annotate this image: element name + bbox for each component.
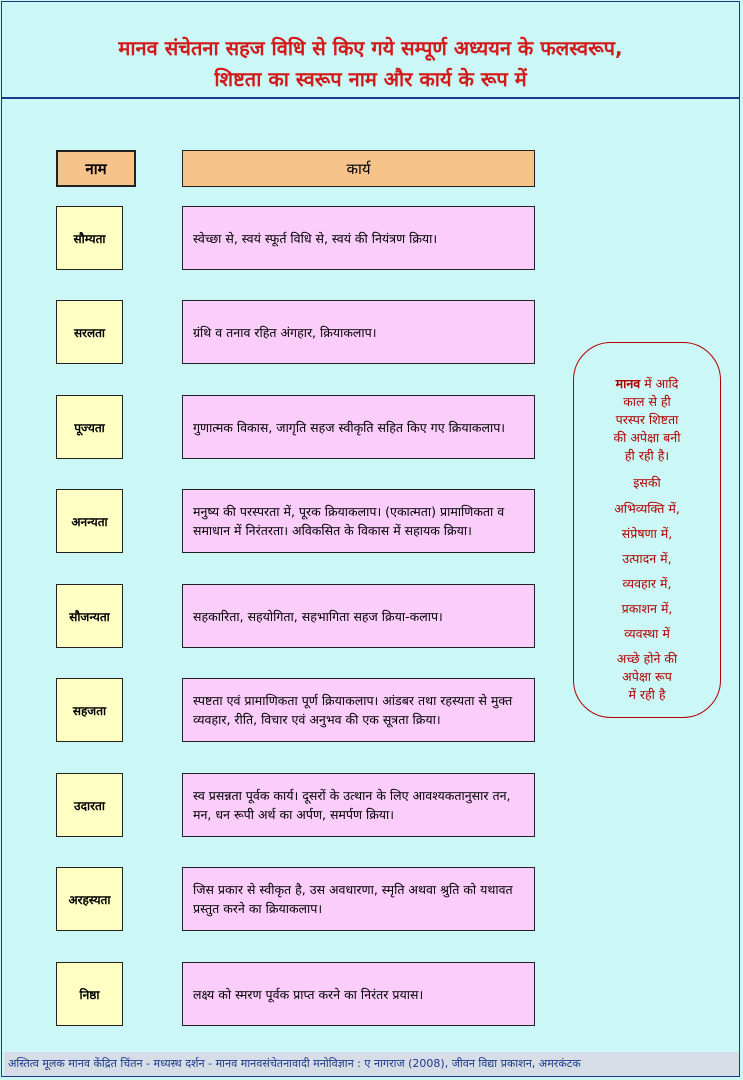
row-name: पूज्यता [56,395,123,459]
row-work: सहकारिता, सहयोगिता, सहभागिता सहज क्रिया-कलाप। [182,584,535,648]
row-work: ग्रंथि व तनाव रहित अंगहार, क्रियाकलाप। [182,300,535,364]
side-note-line: व्यवस्था में [624,626,670,641]
row-name: सरलता [56,300,123,364]
side-note-line: उत्पादन में, [622,551,672,566]
title-line1-text: संचेतना सहज विधि से किए गये सम्पूर्ण अध्ययन के फलस्वरूप, [164,36,623,60]
side-note-line: की अपेक्षा बनी [613,430,681,445]
row-work: लक्ष्य को स्मरण पूर्वक प्राप्त करने का निरंतर प्रयास। [182,962,535,1026]
row-name: अरहस्यता [56,867,123,931]
row-name: उदारता [56,773,123,837]
page-title-line1 [2,33,739,63]
side-note-line: परस्पर शिष्टता [615,412,679,427]
side-note-line: इसकी [633,475,661,490]
page-title-line2: शिष्टता का स्वरूप नाम और कार्य के रूप में [214,67,527,91]
side-note [573,342,721,718]
work-column-header: कार्य [182,150,535,187]
side-note-line [574,375,720,393]
footer-citation: अस्तित्व मूलक मानव केंद्रित चिंतन - मध्यस्थ दर्शन - मानव मानवसंचेतनावादी मनोविज्ञान : ए नागराज (2008), जीवन विद्या प्रकाशन, अमरकंटक [4,1052,739,1076]
side-note-line: अपेक्षा रूप [622,669,672,684]
side-note-line: व्यवहार में, [622,576,672,591]
side-note-line: संप्रेषणा में, [621,526,673,541]
row-name: सहजता [56,678,123,742]
page-header [2,2,739,99]
row-work: जिस प्रकार से स्वीकृत है, उस अवधारणा, स्मृति अथवा श्रुति को यथावत प्रस्तुत करने का क्रियाकलाप। [182,867,535,931]
side-note-line: में रही है [628,687,666,702]
row-name: निष्ठा [56,962,123,1026]
row-work: मनुष्य की परस्परता में, पूरक क्रियाकलाप। (एकात्मता) प्रामाणिकता व समाधान में निरंतरता। अविकसित के विकास में सहायक क्रिया। [182,489,535,553]
side-note-line: ही रही है। [624,448,670,463]
row-name: अनन्यता [56,489,123,553]
title-highlight: मानव [118,36,158,60]
row-work: गुणात्मक विकास, जागृति सहज स्वीकृति सहित किए गए क्रियाकलाप। [182,395,535,459]
side-note-line: काल से ही [623,394,671,409]
side-note-line: अभिव्यक्ति में, [614,501,680,516]
side-note-text: में आदि [644,376,679,391]
row-work: स्पष्टता एवं प्रामाणिकता पूर्ण क्रियाकलाप। आंडबर तथा रहस्यता से मुक्त व्यवहार, रीति, विचार एवं अनुभव की एक सूत्रता क्रिया। [182,678,535,742]
row-work: स्व प्रसन्नता पूर्वक कार्य। दूसरों के उत्थान के लिए आवश्यकतानुसार तन, मन, धन रूपी अर्थ का अर्पण, समर्पण क्रिया। [182,773,535,837]
side-note-line: अच्छे होने की [616,651,678,666]
row-work: स्वेच्छा से, स्वयं स्फूर्त विधि से, स्वयं की नियंत्रण क्रिया। [182,206,535,270]
row-name: सौम्यता [56,206,123,270]
name-column-header: नाम [56,150,136,187]
side-note-line: प्रकाशन में, [621,601,673,616]
side-note-highlight: मानव [615,376,641,391]
row-name: सौजन्यता [56,584,123,648]
